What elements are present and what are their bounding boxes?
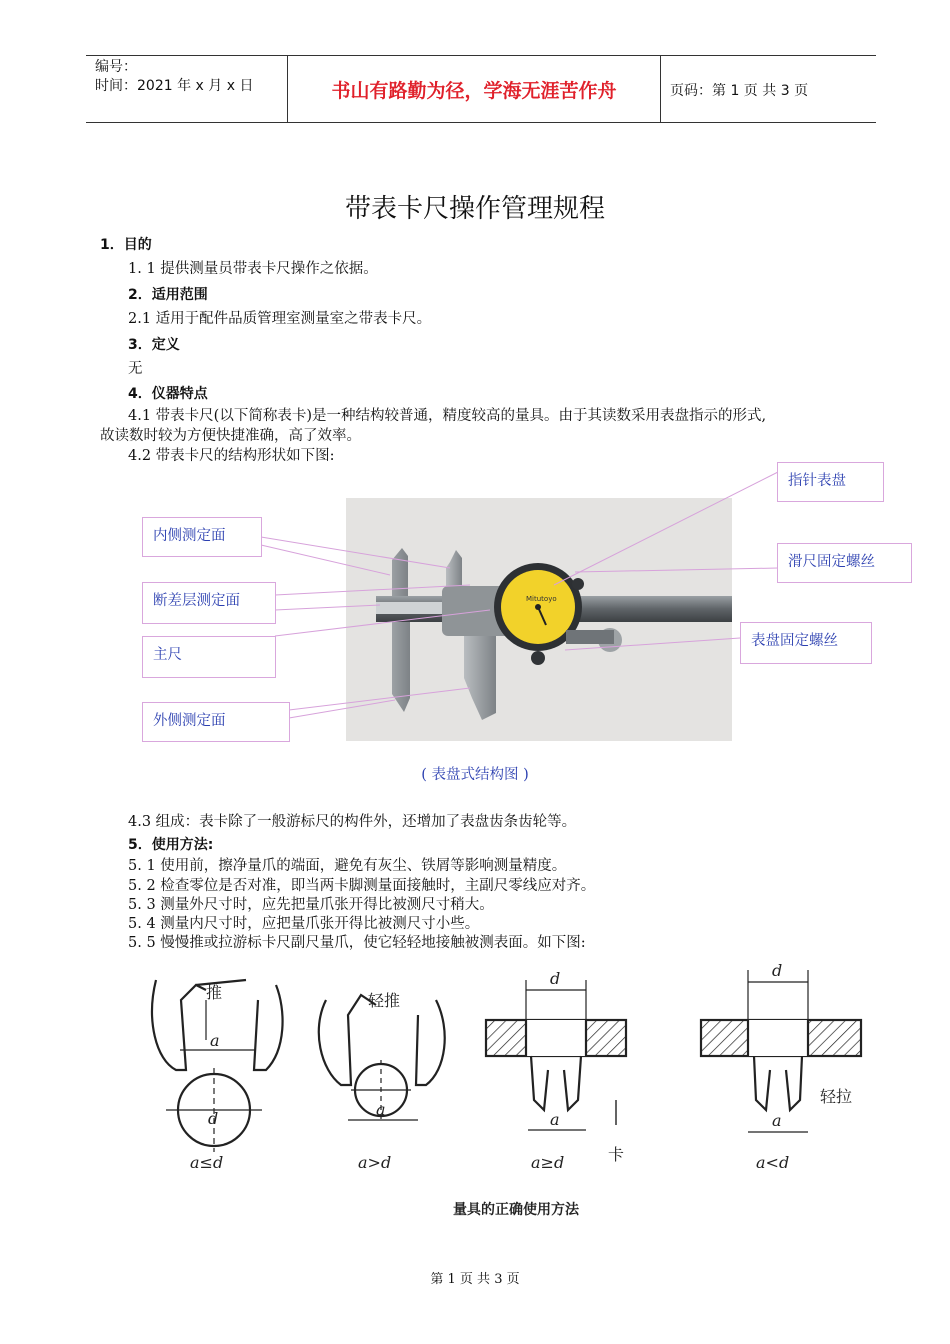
callout-pointer-dial: 指针表盘 (777, 462, 884, 502)
sketch-condition-4: a<d (756, 1153, 790, 1172)
callout-slide-screw: 滑尺固定螺丝 (777, 543, 912, 583)
section-2-heading: 2．适用范围 (128, 287, 208, 303)
section-5-heading: 5．使用方法: (128, 837, 214, 853)
sketch-label-a: a (550, 1110, 560, 1129)
section-5-2: 5. 2 检查零位是否对准，即当两卡脚测量面接触时，主副尺零线应对齐。 (128, 878, 596, 894)
sketch-label-card: 卡 (608, 1145, 625, 1164)
section-1-heading: 1．目的 (100, 237, 152, 253)
section-4-2: 4.2 带表卡尺的结构形状如下图: (128, 448, 335, 464)
dial-brand: Mitutoyo (526, 595, 557, 603)
section-1-1: 1. 1 提供测量员带表卡尺操作之依据。 (128, 261, 378, 277)
sketch-inner-light-pull (701, 970, 861, 1132)
usage-sketches (136, 960, 896, 1220)
section-4-3: 4.3 组成：表卡除了一般游标尺的构件外，还增加了表盘齿条齿轮等。 (128, 814, 577, 830)
section-2-1: 2.1 适用于配件品质管理室测量室之带表卡尺。 (128, 311, 432, 327)
figure-caption: ( 表盘式结构图 ) (421, 767, 529, 783)
sketch-label-a: a (376, 1100, 386, 1119)
sketch-condition-1: a≤d (190, 1153, 224, 1172)
sketch-label-light-push: 轻推 (368, 991, 401, 1010)
section-3-heading: 3．定义 (128, 337, 180, 353)
sketch-condition-2: a>d (358, 1153, 392, 1172)
section-3-body: 无 (128, 361, 143, 377)
sketch-label-light-pull: 轻拉 (820, 1087, 853, 1106)
header-page-code: 页码：第 1 页 共 3 页 (670, 83, 809, 99)
sketches-caption: 量具的正确使用方法 (453, 1202, 579, 1218)
sketch-inner-card (486, 980, 626, 1130)
sketch-label-a: a (772, 1111, 782, 1130)
serial-label: 编号： (95, 59, 137, 75)
callout-inner-face: 内侧测定面 (142, 517, 262, 557)
sketch-label-a: a (210, 1031, 220, 1050)
section-4-1-line2: 故读数时较为方便快捷准确，高了效率。 (100, 428, 361, 444)
section-5-4: 5. 4 测量内尺寸时，应把量爪张开得比被测尺寸小些。 (128, 916, 480, 932)
header-motto: 书山有路勤为径，学海无涯苦作舟 (331, 80, 617, 102)
sketch-condition-3: a≥d (531, 1153, 565, 1172)
section-4-heading: 4．仪器特点 (128, 386, 208, 402)
sketch-label-d: d (772, 961, 783, 980)
callout-outer-face: 外侧测定面 (142, 702, 290, 742)
section-5-1: 5. 1 使用前，擦净量爪的端面，避免有灰尘、铁屑等影响测量精度。 (128, 858, 567, 874)
sketch-label-push: 推 (206, 983, 223, 1002)
section-5-5: 5. 5 慢慢推或拉游标卡尺副尺量爪，使它轻轻地接触被测表面。如下图: (128, 935, 586, 951)
time-label: 时间：2021 年 x 月 x 日 (95, 78, 254, 94)
section-5-3: 5. 3 测量外尺寸时，应先把量爪张开得比被测尺寸稍大。 (128, 897, 494, 913)
document-title: 带表卡尺操作管理规程 (344, 194, 605, 224)
sketch-label-d: d (208, 1109, 219, 1128)
callout-dial-screw: 表盘固定螺丝 (740, 622, 872, 664)
sketch-label-d: d (550, 969, 561, 988)
callout-step-face: 断差层测定面 (142, 582, 276, 624)
page-footer: 第 1 页 共 3 页 (430, 1272, 520, 1287)
callout-main-scale: 主尺 (142, 636, 276, 678)
section-4-1-line1: 4.1 带表卡尺(以下简称表卡)是一种结构较普通，精度较高的量具。由于其读数采用表盘指示的形式, (128, 408, 767, 424)
